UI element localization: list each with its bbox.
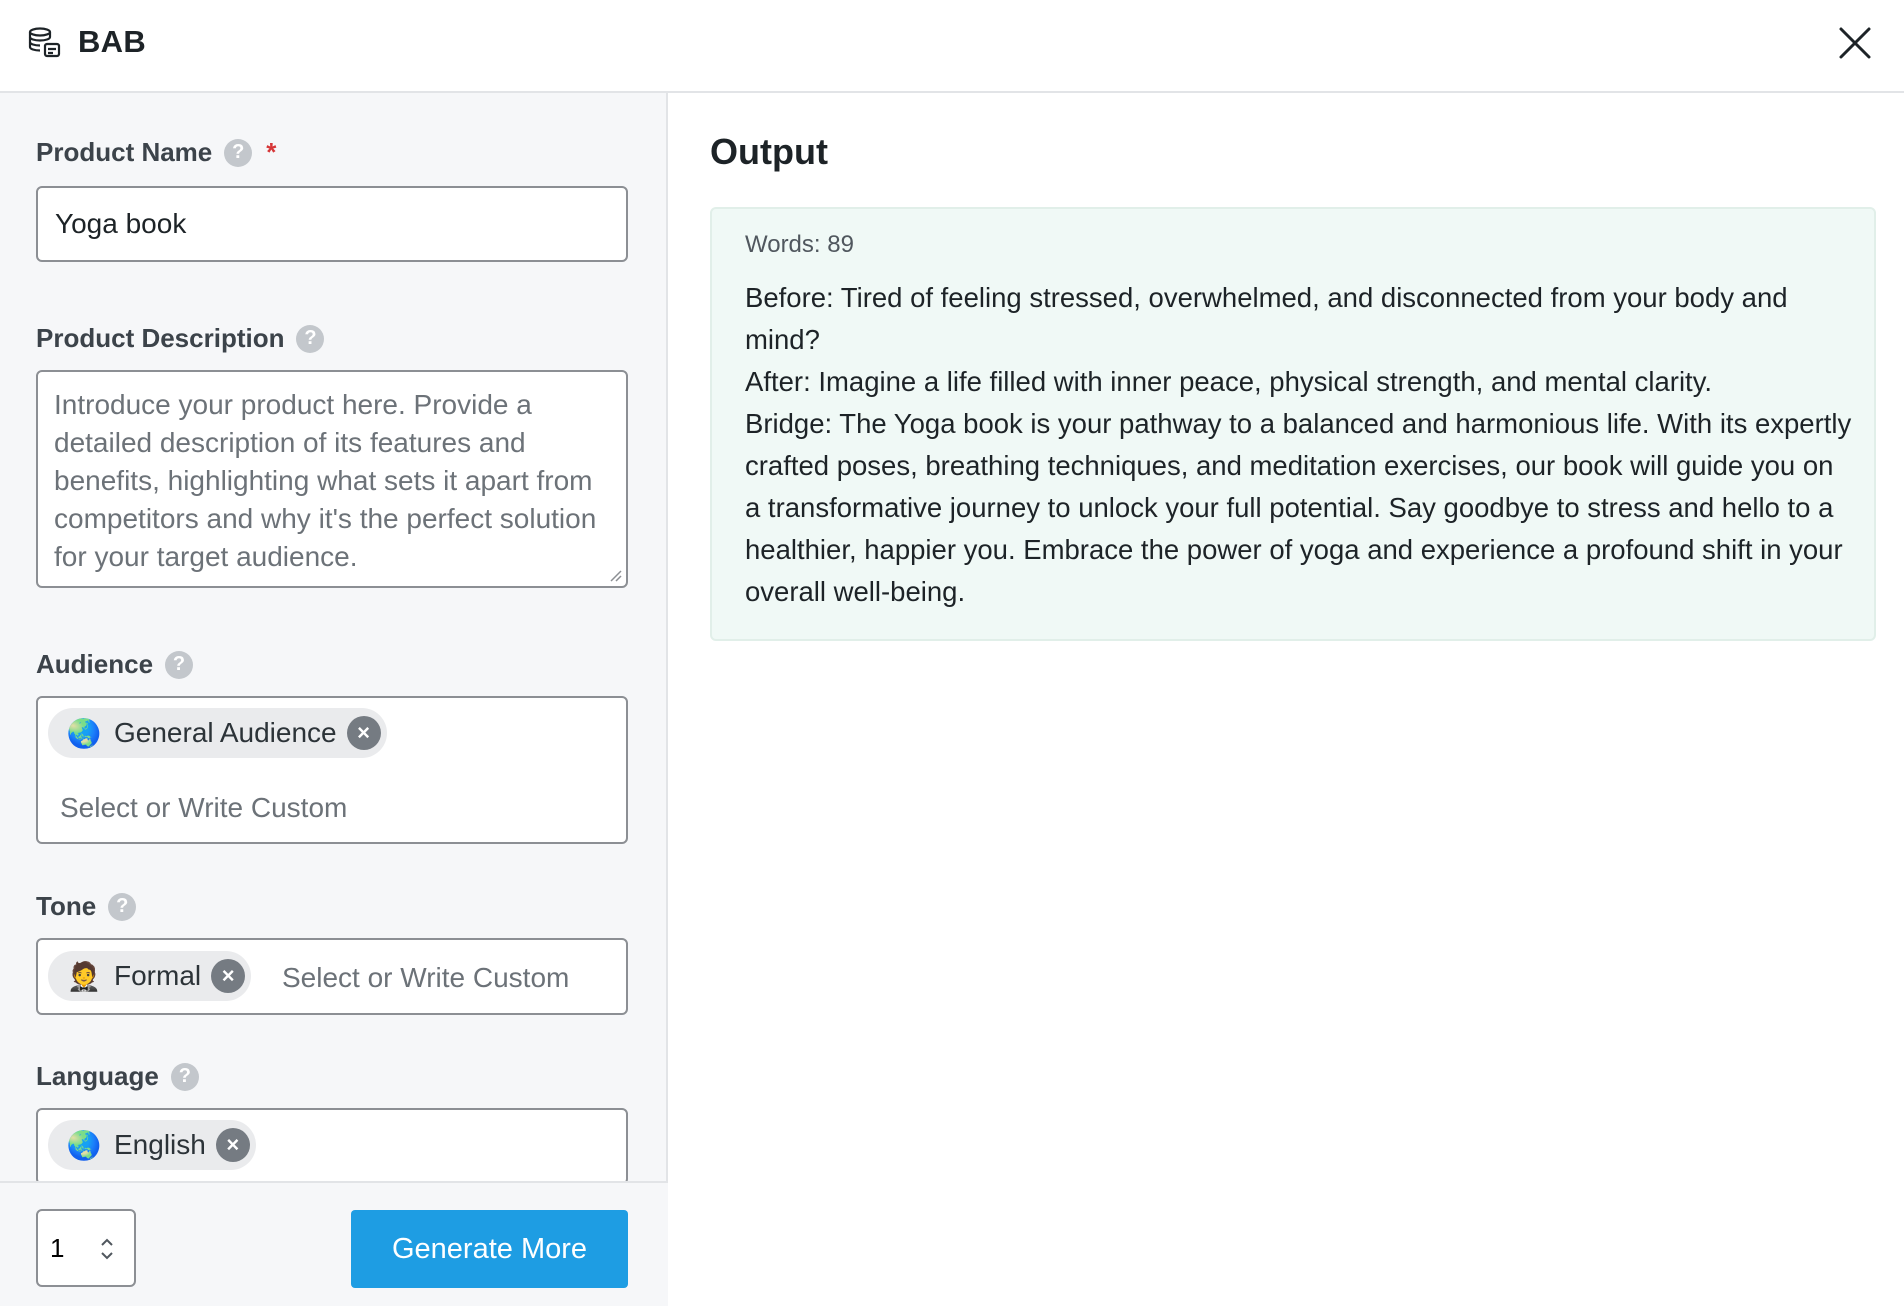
modal-title: BAB <box>78 24 147 59</box>
globe-icon: 🌏 <box>66 717 102 749</box>
output-paragraph-bridge: Bridge: The Yoga book is your pathway to a balanced and harmonious life. With its expertly crafted poses, breathing techniques, and meditation exercises, our book will guide you on a transformative journey to unlock your full potential. Say goodbye to stress and hello to a healthier, happier you. Embrace the power of yoga and experience a profound shift in your overall well-being. <box>745 408 1852 607</box>
person-in-tuxedo-icon: 🤵 <box>66 960 102 992</box>
quantity-stepper[interactable] <box>36 1209 136 1287</box>
product-name-label-text: Product Name <box>36 137 213 167</box>
remove-chip-icon[interactable]: × <box>216 1128 250 1162</box>
output-paragraph-before: Before: Tired of feeling stressed, overwhelmed, and disconnected from your body and mind? <box>745 282 1788 355</box>
language-chip <box>48 1120 256 1170</box>
help-icon[interactable]: ? <box>171 1063 199 1091</box>
output-box <box>710 207 1876 641</box>
form-footer <box>0 1181 668 1306</box>
quantity-input[interactable] <box>50 1233 90 1264</box>
help-icon[interactable]: ? <box>165 651 193 679</box>
product-description-field <box>36 370 628 588</box>
modal-header <box>0 0 1904 93</box>
product-description-textarea[interactable] <box>38 372 626 586</box>
language-select[interactable] <box>36 1108 628 1185</box>
language-chip-label: English <box>114 1129 206 1160</box>
tone-placeholder[interactable]: Select or Write Custom <box>282 962 570 993</box>
audience-select[interactable] <box>36 696 628 844</box>
tone-chip <box>48 951 251 1001</box>
stepper-arrows-icon[interactable] <box>98 1235 116 1263</box>
close-icon[interactable] <box>1836 24 1874 62</box>
language-label-text: Language <box>36 1061 159 1091</box>
remove-chip-icon[interactable]: × <box>347 716 381 750</box>
product-name-input[interactable] <box>38 188 626 260</box>
product-description-label <box>36 323 324 354</box>
audience-chip <box>48 708 387 758</box>
required-marker: * <box>266 137 277 167</box>
word-count: Words: 89 <box>745 231 854 258</box>
tone-chip-label: Formal <box>114 960 202 991</box>
output-text <box>745 277 1855 613</box>
audience-label-text: Audience <box>36 649 154 679</box>
product-name-field <box>36 186 628 262</box>
audience-chip-label: General Audience <box>114 717 337 748</box>
language-label <box>36 1061 199 1092</box>
tone-select[interactable] <box>36 938 628 1015</box>
help-icon[interactable]: ? <box>224 139 252 167</box>
form-panel <box>0 93 668 1306</box>
output-panel <box>670 93 1904 1306</box>
generate-more-button[interactable]: Generate More <box>351 1210 628 1288</box>
output-paragraph-after: After: Imagine a life filled with inner peace, physical strength, and mental clarity. <box>745 366 1713 397</box>
globe-icon: 🌏 <box>66 1129 102 1161</box>
resize-grip-icon[interactable] <box>608 568 622 582</box>
audience-placeholder[interactable]: Select or Write Custom <box>60 792 348 823</box>
product-description-label-text: Product Description <box>36 323 285 353</box>
product-name-label <box>36 137 276 168</box>
tone-label-text: Tone <box>36 891 97 921</box>
output-title: Output <box>710 131 828 172</box>
help-icon[interactable]: ? <box>296 325 324 353</box>
tone-label <box>36 891 136 922</box>
audience-label <box>36 649 193 680</box>
remove-chip-icon[interactable]: × <box>211 959 245 993</box>
help-icon[interactable]: ? <box>108 893 136 921</box>
database-stack-icon <box>27 27 61 59</box>
